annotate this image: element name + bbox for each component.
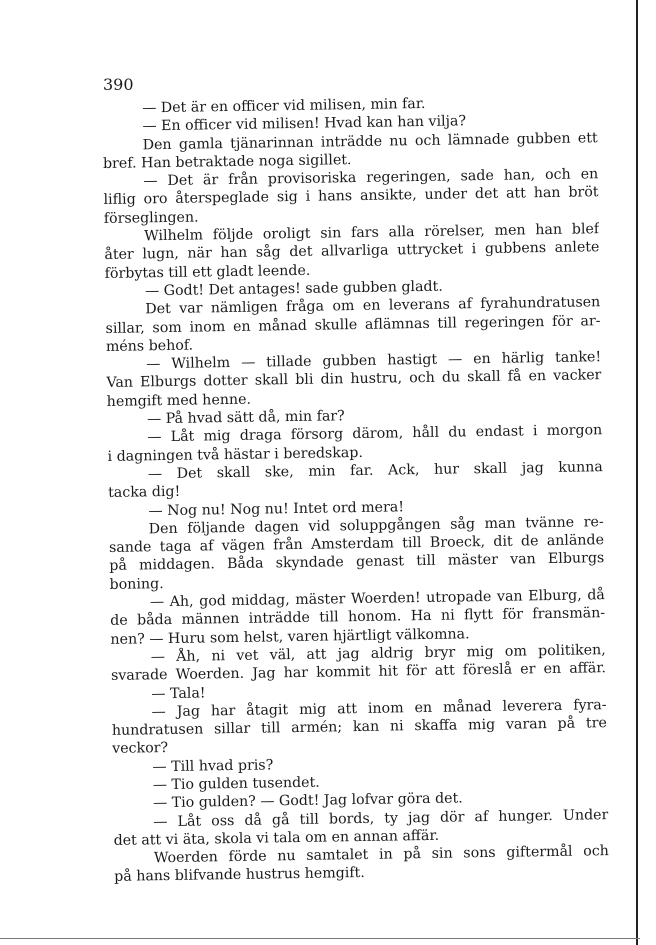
text-line: sillar, som inom en månad skulle aflämnas till regeringen för ar- [105, 312, 601, 337]
page-edge-right [636, 0, 638, 945]
text-line: svarade Woerden. Jag har kommit hit för att föreslå er en affär. [110, 660, 607, 685]
text-line: på middagen. Båda skyndade genast till mäster van Elburgs [109, 550, 605, 575]
text-line: — Låt oss då gå till bords, ty jag dör af hunger. Under [153, 806, 609, 830]
page-edge-bottom [0, 938, 640, 939]
text-line: — Till hvad pris? [152, 757, 274, 775]
text-line: sande taga af vägen från Amsterdam till Broeck, dit de anlände [108, 532, 605, 557]
text-line: — En officer vid milisen! Hvad kan han vilja? [142, 113, 467, 135]
text-line: tacka dig! [108, 484, 181, 502]
page-number: 390 [103, 75, 134, 94]
text-line: liflig oro återspeglade sig i hans ansikte, under det att han bröt [103, 184, 599, 209]
text-line: — Godt! Det antages! sade gubben gladt. [144, 278, 443, 300]
text-line: — Det är en officer vid milisen, min far. [142, 95, 426, 117]
text-line: — Jag har åtagit mig att inom en månad leverera fyra- [151, 696, 607, 721]
text-line: — Tio gulden? — Godt! Jag lofvar göra det. [152, 790, 463, 812]
text-line: bref. Han betraktade noga sigillet. [102, 151, 352, 172]
text-line: Den följande dagen vid soluppgången såg man tvänne re- [148, 514, 604, 538]
text-line: i dagningen två hästar i beredskap. [107, 444, 364, 465]
body-text [102, 92, 609, 886]
text-line: — Nog nu! Nog nu! Intet ord mera! [148, 498, 405, 519]
text-line: åter lugn, när han såg det allvarliga uttrycket i gubbens anlete [104, 239, 600, 264]
text-line: förbytas till ett gladt leende. [104, 262, 311, 282]
text-line: Den gamla tjänarinnan inträdde nu och lämnade gubben ett [142, 129, 598, 153]
text-line: — Tio gulden tusendet. [152, 774, 320, 794]
text-line: förseglingen. [103, 209, 199, 227]
text-line: — Låt mig draga försorg därom, håll du endast i morgon [147, 422, 603, 446]
text-line: nen? — Huru som helst, varen hjärtligt välkomna. [110, 625, 470, 648]
text-line: det att vi äta, skola vi tala om en annan affär. [113, 827, 440, 849]
text-line: hundratusen sillar till armén; kan ni skaffa mig varan på tre [111, 715, 607, 740]
text-line: — Åh, ni vet väl, att jag aldrig bryr mig om politiken, [150, 642, 606, 666]
text-line: — På hvad sätt då, min far? [146, 408, 345, 428]
text-line: — Ah, god middag, mäster Woerden! utropade van Elburg, då [149, 587, 605, 611]
text-line: — Wilhelm — tillade gubben hastigt — en härlig tanke! [146, 349, 602, 373]
text-line: méns behof. [105, 337, 194, 355]
text-line: veckor? [112, 740, 169, 758]
text-line: de båda männen inträdde till honom. Ha ni flytt för fransmän- [110, 605, 606, 630]
text-line: Woerden förde nu samtalet in på sin sons giftermål och [153, 843, 609, 867]
text-line: Wilhelm följde oroligt sin fars alla rörelser, men han blef [144, 221, 600, 245]
text-line: Van Elburgs dotter skall bli din hustru, och du skall få en vacker [106, 367, 602, 392]
text-line: på hans blifvande hustrus hemgift. [114, 865, 365, 886]
text-line: — Det är från provisoriska regeringen, sade han, och en [143, 166, 599, 190]
text-line: Det var nämligen fråga om en leverans af fyrahundratusen [145, 294, 601, 318]
text-line: hemgift med henne. [106, 391, 252, 410]
text-line: — Tala! [151, 684, 206, 702]
text-line: boning. [109, 575, 164, 593]
text-line: — Det skall ske, min far. Ack, hur skall jag kunna [147, 459, 603, 483]
